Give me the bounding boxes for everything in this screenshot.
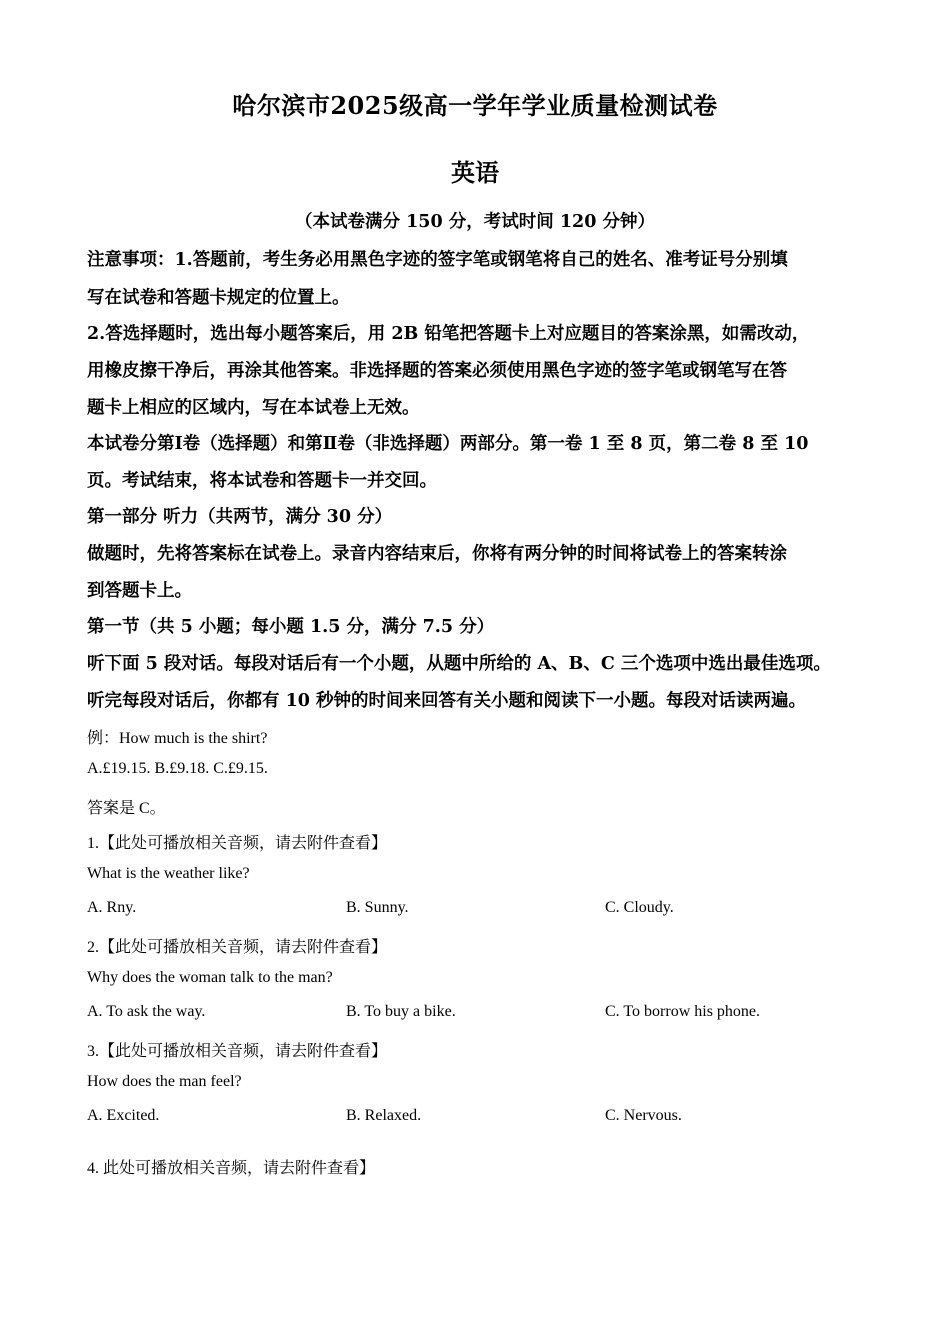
example-options: A.£19.15. B.£9.18. C.£9.15. (87, 760, 268, 777)
question-3-text: How does the man feel? (87, 1073, 242, 1090)
question-1-audio-label: 1.【此处可播放相关音频，请去附件查看】 (87, 835, 388, 852)
question-3-audio-label: 3.【此处可播放相关音频，请去附件查看】 (87, 1043, 388, 1060)
question-3-option-a: A. Excited. (87, 1107, 160, 1124)
question-2-audio-label: 2.【此处可播放相关音频，请去附件查看】 (87, 939, 388, 956)
exam-title: 哈尔滨市2025级高一学年学业质量检测试卷 (232, 91, 718, 120)
question-1-text: What is the weather like? (87, 865, 250, 882)
notice-line: 用橡皮擦干净后，再涂其他答案。非选择题的答案必须使用黑色字迹的签字笔或钢笔写在答 (87, 361, 787, 381)
part1-instruction: 做题时，先将答案标在试卷上。录音内容结束后，你将有两分钟的时间将试卷上的答案转涂 (87, 544, 787, 564)
section1-heading: 第一节（共 5 小题；每小题 1.5 分，满分 7.5 分） (87, 617, 495, 637)
exam-subject: 英语 (451, 158, 499, 187)
question-2-text: Why does the woman talk to the man? (87, 969, 333, 986)
section1-instruction: 听下面 5 段对话。每段对话后有一个小题，从题中所给的 A、B、C 三个选项中选出最佳选项。 (87, 654, 831, 674)
question-4-audio-label: 4. 此处可播放相关音频，请去附件查看】 (87, 1160, 376, 1177)
notice-line: 题卡上相应的区域内，写在本试卷上无效。 (87, 398, 420, 418)
notice-line: 写在试卷和答题卡规定的位置上。 (87, 288, 350, 308)
question-1-option-a: A. Rny. (87, 899, 137, 916)
example-answer: 答案是 C。 (87, 800, 166, 817)
notice-line: 页。考试结束，将本试卷和答题卡一并交回。 (87, 471, 437, 491)
section1-instruction: 听完每段对话后，你都有 10 秒钟的时间来回答有关小题和阅读下一小题。每段对话读两遍。 (87, 691, 807, 711)
notice-line: 注意事项：1.答题前，考生务必用黑色字迹的签字笔或钢笔将自己的姓名、准考证号分别填 (87, 250, 788, 270)
part1-heading: 第一部分 听力（共两节，满分 30 分） (87, 507, 393, 527)
question-1-option-b: B. Sunny. (346, 899, 409, 916)
question-3-option-b: B. Relaxed. (346, 1107, 422, 1124)
notice-line: 本试卷分第Ⅰ卷（选择题）和第Ⅱ卷（非选择题）两部分。第一卷 1 至 8 页，第二卷 8 至 10 (87, 434, 809, 454)
question-1-option-c: C. Cloudy. (605, 899, 674, 916)
part1-instruction: 到答题卡上。 (87, 581, 192, 601)
example-question: 例：How much is the shirt? (87, 730, 268, 747)
exam-info: （本试卷满分 150 分，考试时间 120 分钟） (295, 212, 655, 232)
question-2-option-c: C. To borrow his phone. (605, 1003, 761, 1020)
question-2-option-a: A. To ask the way. (87, 1003, 206, 1020)
notice-line: 2.答选择题时，选出每小题答案后，用 2B 铅笔把答题卡上对应题目的答案涂黑，如需改动， (87, 324, 810, 344)
question-3-option-c: C. Nervous. (605, 1107, 682, 1124)
question-2-option-b: B. To buy a bike. (346, 1003, 456, 1020)
